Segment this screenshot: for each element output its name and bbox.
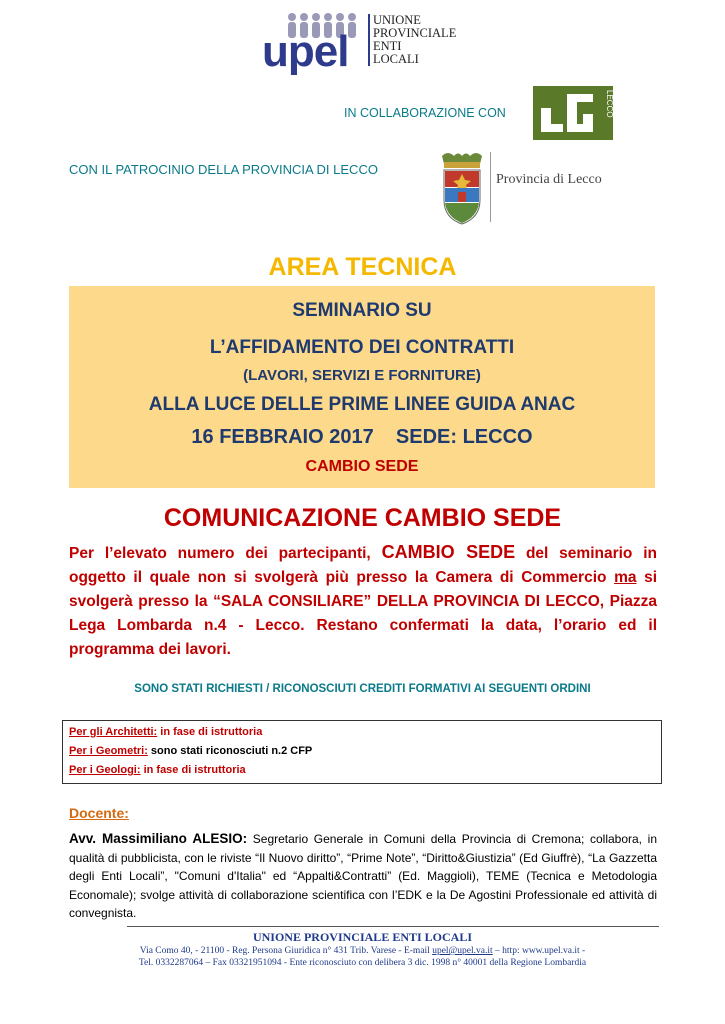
upel-wordmark: upel xyxy=(262,27,349,76)
upel-side-line: UNIONE xyxy=(373,13,421,27)
crediti-heading: SONO STATI RICHIESTI / RICONOSCIUTI CREDITI FORMATIVI AI SEGUENTI ORDINI xyxy=(134,683,591,695)
provincia-logo xyxy=(434,150,634,226)
footer-title: UNIONE PROVINCIALE ENTI LOCALI xyxy=(252,930,473,944)
crediti-row xyxy=(69,726,262,738)
seminar-line: SEMINARIO SU xyxy=(292,300,432,321)
upel-side-text xyxy=(368,14,456,66)
comm-underlined: ma xyxy=(614,569,637,586)
upel-logo xyxy=(262,12,462,74)
upel-side-line: ENTI xyxy=(373,39,402,53)
crediti-row xyxy=(69,745,312,757)
footer-email-link[interactable]: upel@upel.va.it xyxy=(432,946,493,956)
crediti-label: Per gli Architetti: xyxy=(69,726,158,738)
area-title: AREA TECNICA xyxy=(268,253,457,281)
communication-body xyxy=(69,540,657,662)
crediti-label: Per i Geometri: xyxy=(69,745,148,757)
seminar-date-line: 16 FEBBRAIO 2017 SEDE: LECCO xyxy=(191,426,533,448)
crediti-value: sono stati riconosciuti n.2 CFP xyxy=(147,745,313,757)
docente-name: Avv. Massimiliano ALESIO: xyxy=(69,831,248,846)
comm-text: del seminario in oggetto il quale non si svolgerà più presso la Camera di Commercio xyxy=(69,545,658,586)
crediti-value: in fase di istruttoria xyxy=(157,726,263,738)
comm-text: si svolgerà presso la “SALA CONSILIARE” DELLA PROVINCIA DI LECCO, Piazza Lega Lombarda n.4 - Lecco. Restano confermati la data, l’orario ed il programma dei lavori. xyxy=(69,569,658,658)
seminar-line: L’AFFIDAMENTO DEI CONTRATTI xyxy=(209,337,515,358)
footer-divider xyxy=(127,926,659,927)
lecco-logo-text: LECCO xyxy=(605,90,614,118)
patrocinio-text: CON IL PATROCINIO DELLA PROVINCIA DI LECCO xyxy=(69,162,378,177)
seminar-change-badge: CAMBIO SEDE xyxy=(305,458,419,475)
coat-of-arms-icon xyxy=(434,150,490,226)
provincia-label: Provincia di Lecco xyxy=(496,172,602,187)
docente-body xyxy=(69,830,657,923)
crediti-box xyxy=(62,720,662,784)
collab-text: IN COLLABORAZIONE CON xyxy=(344,106,506,120)
crediti-row xyxy=(69,764,246,776)
seminar-line: ALLA LUCE DELLE PRIME LINEE GUIDA ANAC xyxy=(148,394,576,415)
footer-text: – http: www.upel.va.it - xyxy=(492,946,586,956)
lecco-logo xyxy=(531,84,615,142)
upel-side-line: PROVINCIALE xyxy=(373,26,457,40)
seminar-box xyxy=(69,286,655,488)
footer-contacts: Tel. 0332287064 – Fax 03321951094 - Ente riconosciuto con delibera 3 dic. 1998 n° 40001 della Regione Lombardia xyxy=(138,958,587,968)
logo-divider xyxy=(490,152,491,222)
crediti-label: Per i Geologi: xyxy=(69,764,141,776)
upel-side-line: LOCALI xyxy=(373,52,419,66)
footer-text: Via Como 40, - 21100 - Reg. Persona Giuridica n° 431 Trib. Varese - E-mail xyxy=(139,946,433,956)
docente-label: Docente: xyxy=(69,805,129,821)
comm-highlight: CAMBIO SEDE xyxy=(381,542,516,562)
crediti-value: in fase di istruttoria xyxy=(140,764,246,776)
communication-title: COMUNICAZIONE CAMBIO SEDE xyxy=(163,504,562,532)
docente-bio: Segretario Generale in Comuni della Provincia di Cremona; collabora, in qualità di pubblicista, con le riviste “Il Nuovo diritto”, “Prime Note”, “Diritto&Giustizia” (Ed Giuffrè), “La Gazzetta degli Enti Locali”, "Comuni d'Italia" ed “Appalti&Contratti” (Ed. Maggioli), TEME (Tecnica e Metodologia Economale); svolge attività di collaborazione scientifica con l’EDK e la De Agostini Professionale ed attività di convegnista. xyxy=(69,832,657,920)
comm-text: Per l’elevato numero dei partecipanti, xyxy=(69,545,382,562)
footer-address xyxy=(0,946,725,956)
seminar-line: (LAVORI, SERVIZI E FORNITURE) xyxy=(243,367,481,384)
